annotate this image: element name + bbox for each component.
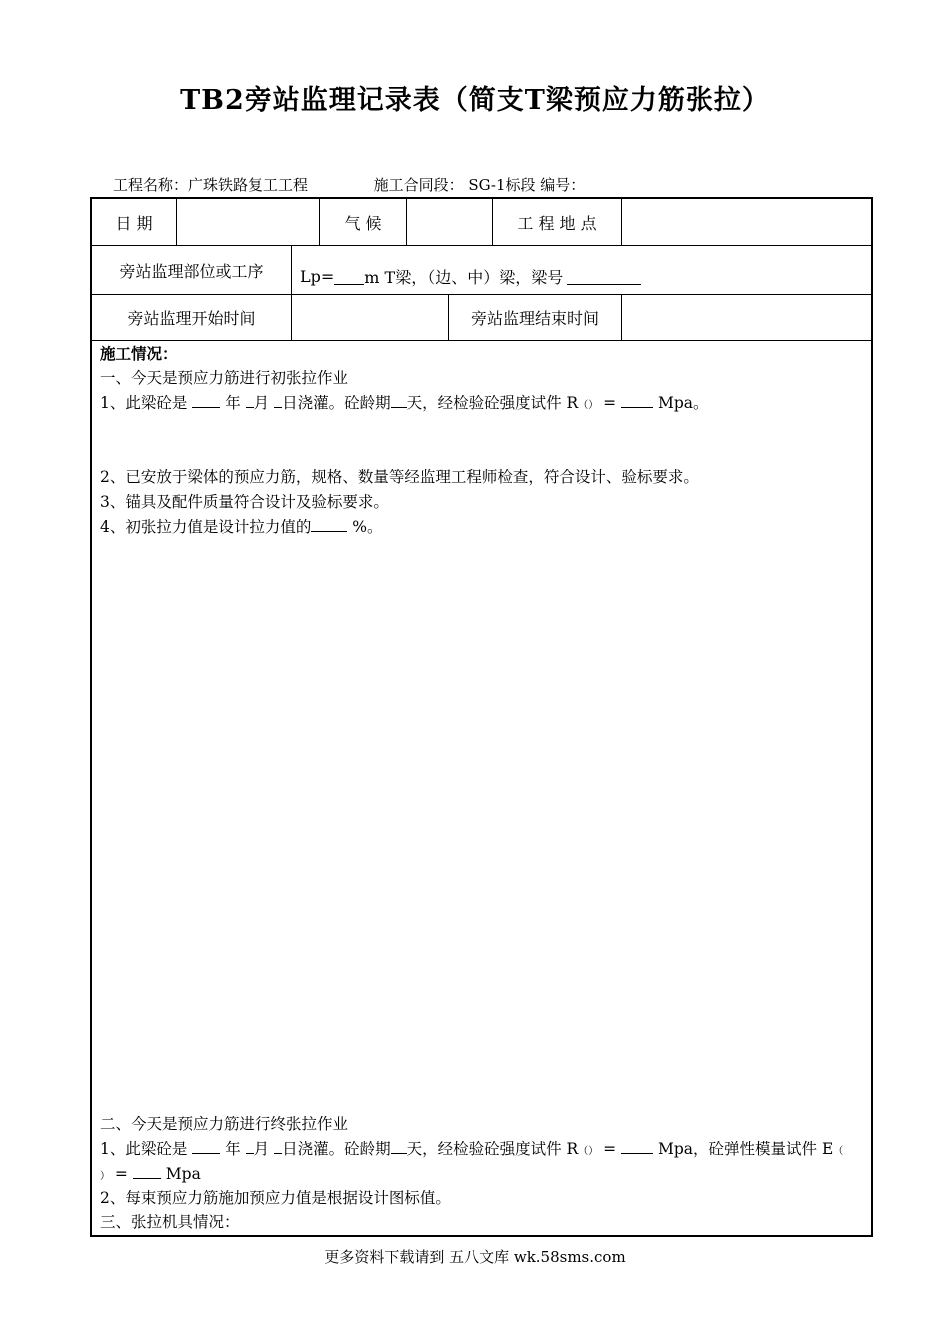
- initial-tension-concrete-line: [100, 391, 709, 418]
- section-two-title: 二、今天是预应力筋进行终张拉作业: [100, 1115, 349, 1133]
- date-field[interactable]: [177, 199, 319, 245]
- text: %。: [347, 518, 383, 536]
- text: 1、此梁砼是: [100, 1140, 193, 1158]
- project-name: 工程名称：广珠铁路复工工程: [113, 176, 309, 194]
- record-table: [90, 197, 873, 1237]
- part-prefix: Lp=: [300, 266, 335, 286]
- text: =: [110, 1165, 133, 1183]
- end-time-field[interactable]: [622, 295, 871, 340]
- modulus-blank[interactable]: [133, 1162, 161, 1179]
- day-blank[interactable]: [274, 391, 282, 408]
- start-time-field[interactable]: [292, 295, 448, 340]
- beam-number-blank[interactable]: [567, 268, 641, 285]
- part-label: 旁站监理部位或工序: [119, 261, 264, 281]
- text: 日浇灌。砼龄期: [282, 394, 391, 412]
- section-one-title: 一、今天是预应力筋进行初张拉作业: [100, 369, 349, 387]
- tendon-check-line: 2、已安放于梁体的预应力筋，规格、数量等经监理工程师检查，符合设计、验标要求。: [100, 468, 699, 486]
- weather-field[interactable]: [407, 199, 492, 245]
- text: Mpa。: [653, 394, 709, 412]
- month-blank[interactable]: [246, 1137, 254, 1154]
- project-meta: [113, 174, 585, 195]
- contract-info: 施工合同段： SG-1标段 编号：: [373, 176, 586, 194]
- subscript: （: [833, 1146, 844, 1157]
- subscript: （）: [578, 400, 599, 411]
- site-field[interactable]: [622, 199, 871, 245]
- text: Mpa: [160, 1165, 201, 1183]
- age-blank[interactable]: [391, 391, 407, 408]
- strength-blank[interactable]: [621, 1137, 653, 1154]
- prestress-value-line: 2、每束预应力筋施加预应力值是根据设计图标值。: [100, 1189, 451, 1207]
- end-time-label: 旁站监理结束时间: [470, 309, 599, 328]
- month-blank[interactable]: [246, 391, 254, 408]
- section-three-title: 三、张拉机具情况：: [100, 1213, 240, 1231]
- section-heading: 施工情况：: [100, 344, 178, 363]
- site-label: 工 程 地 点: [517, 213, 597, 233]
- page-title: TB2旁站监理记录表（简支T梁预应力筋张拉）: [180, 85, 770, 116]
- row-divider: [90, 340, 873, 341]
- text: =: [598, 394, 622, 412]
- day-blank[interactable]: [274, 1137, 282, 1154]
- ratio-blank[interactable]: [311, 515, 347, 532]
- text: 年: [220, 1140, 246, 1158]
- weather-label: 气 候: [344, 213, 382, 233]
- text: 1、此梁砼是: [100, 394, 193, 412]
- initial-tension-ratio-line: [100, 515, 383, 539]
- length-blank[interactable]: [334, 268, 364, 285]
- text: Mpa，砼弹性模量试件 E: [653, 1140, 834, 1158]
- subscript: （）: [578, 1146, 599, 1157]
- part-field[interactable]: [300, 252, 700, 300]
- text: 天，经检验砼强度试件 R: [406, 1140, 579, 1158]
- text: 日浇灌。砼龄期: [282, 1140, 391, 1158]
- age-blank[interactable]: [391, 1137, 407, 1154]
- text: 天，经检验砼强度试件 R: [406, 394, 579, 412]
- text: 月: [253, 1140, 275, 1158]
- part-mid: m T梁，（边、中）梁，梁号: [364, 267, 564, 287]
- year-blank[interactable]: [192, 1137, 220, 1154]
- text: =: [598, 1140, 622, 1158]
- anchorage-line: 3、锚具及配件质量符合设计及验标要求。: [100, 493, 389, 511]
- start-time-label: 旁站监理开始时间: [127, 309, 256, 328]
- text: 月: [253, 394, 275, 412]
- final-tension-concrete-line: [100, 1137, 843, 1164]
- col-divider: [291, 245, 292, 294]
- year-blank[interactable]: [192, 391, 220, 408]
- text: 4、初张拉力值是设计拉力值的: [100, 518, 312, 536]
- subscript: ）: [100, 1171, 110, 1182]
- date-label: 日 期: [115, 213, 153, 233]
- elastic-modulus-line: [100, 1162, 201, 1189]
- text: 年: [220, 394, 246, 412]
- footer-text: 更多资料下载请到 五八文库 wk.58sms.com: [324, 1248, 626, 1266]
- strength-blank[interactable]: [621, 391, 653, 408]
